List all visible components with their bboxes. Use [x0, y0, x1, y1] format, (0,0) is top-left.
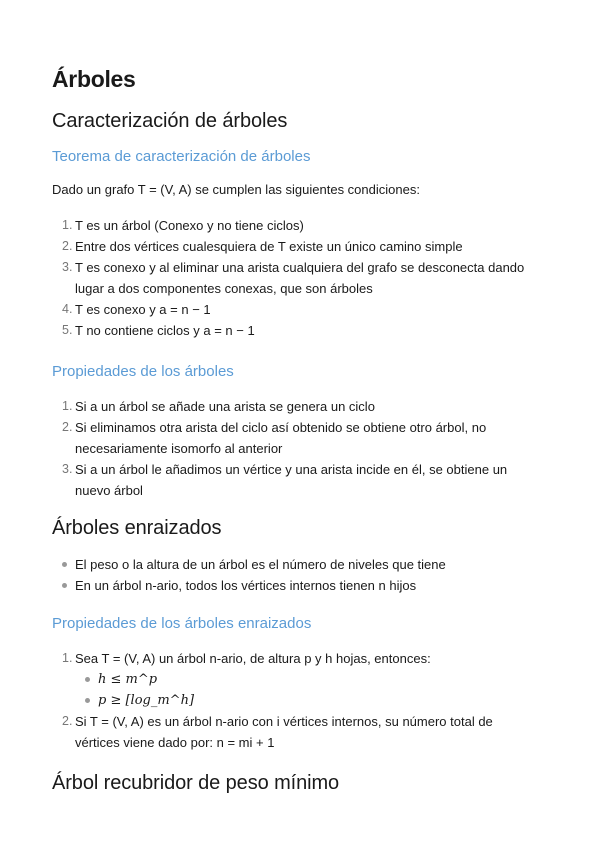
- bullet-dot: [85, 698, 90, 703]
- theorem-intro-text: Dado un grafo T = (V, A) se cumplen las siguientes condiciones:: [52, 182, 420, 197]
- list-item-text-continuation: lugar a dos componentes conexas, que son árboles: [75, 281, 373, 296]
- bullet-item: [52, 554, 547, 575]
- list-item: [52, 396, 547, 417]
- list-item-text-continuation: nuevo árbol: [75, 483, 143, 498]
- list-item-text: Si a un árbol se añade una arista se genera un ciclo: [75, 399, 375, 414]
- bullet-text: En un árbol n-ario, todos los vértices internos tienen n hijos: [75, 578, 417, 593]
- list-number: 1.: [62, 399, 73, 413]
- list-item-text: T es conexo y al eliminar una arista cualquiera del grafo se desconecta dando: [75, 260, 525, 275]
- section-heading-recubridor: Árbol recubridor de peso mínimo: [52, 772, 340, 794]
- theorem-list: [52, 215, 547, 341]
- properties-heading: Propiedades de los árboles: [52, 363, 234, 380]
- page-title: Árboles: [52, 66, 136, 92]
- list-number: 1.: [62, 218, 73, 232]
- list-item: [52, 215, 547, 236]
- list-item: [52, 299, 547, 320]
- list-item: [52, 236, 547, 257]
- list-item: [52, 320, 547, 341]
- theorem-intro: [52, 182, 420, 197]
- list-item: [52, 648, 547, 711]
- sub-bullet-item: [52, 669, 547, 690]
- section-heading-enraizados: Árboles enraizados: [52, 517, 222, 539]
- list-number: 3.: [62, 260, 73, 274]
- list-item-text: T es conexo y a = n − 1: [75, 302, 211, 317]
- list-item: [52, 417, 547, 459]
- list-number: 2.: [62, 239, 73, 253]
- properties-list: [52, 396, 547, 501]
- bullet-dot: [85, 677, 90, 682]
- list-item-text-continuation: vértices viene dado por: n = mi + 1: [75, 735, 275, 750]
- list-number: 3.: [62, 462, 73, 476]
- bullet-dot: [62, 583, 67, 588]
- list-number: 4.: [62, 302, 73, 316]
- list-item-text: Si T = (V, A) es un árbol n-ario con i vértices internos, su número total de: [75, 714, 493, 729]
- bullet-dot: [62, 562, 67, 567]
- list-item-text-continuation: necesariamente isomorfo al anterior: [75, 441, 283, 456]
- sub-bullet-item: [52, 690, 547, 711]
- section-heading-caracterizacion: Caracterización de árboles: [52, 110, 288, 132]
- list-item-text: Sea T = (V, A) un árbol n-ario, de altura p y h hojas, entonces:: [75, 651, 431, 666]
- bullet-item: [52, 575, 547, 596]
- bullet-text: El peso o la altura de un árbol es el número de niveles que tiene: [75, 557, 446, 572]
- list-item-text: T no contiene ciclos y a = n − 1: [75, 323, 255, 338]
- list-number: 2.: [62, 714, 73, 728]
- list-number: 2.: [62, 420, 73, 434]
- list-item-text: Si a un árbol le añadimos un vértice y una arista incide en él, se obtiene un: [75, 462, 508, 477]
- theorem-heading: Teorema de caracterización de árboles: [52, 148, 311, 165]
- list-number: 5.: [62, 323, 73, 337]
- list-item: [52, 257, 547, 299]
- list-number: 1.: [62, 651, 73, 665]
- rooted-properties-list: [52, 648, 547, 753]
- rooted-bullets: [52, 554, 547, 596]
- list-item: [52, 459, 547, 501]
- formula-h-le-m-p: h ≤ m^p: [98, 672, 158, 687]
- list-item-text: Si eliminamos otra arista del ciclo así obtenido se obtiene otro árbol, no: [75, 420, 487, 435]
- list-item-text: Entre dos vértices cualesquiera de T existe un único camino simple: [75, 239, 463, 254]
- formula-p-ge-log: p ≥ [log_m^h]: [98, 693, 195, 708]
- rooted-properties-heading: Propiedades de los árboles enraizados: [52, 615, 312, 632]
- list-item: [52, 711, 547, 753]
- list-item-text: T es un árbol (Conexo y no tiene ciclos): [75, 218, 304, 233]
